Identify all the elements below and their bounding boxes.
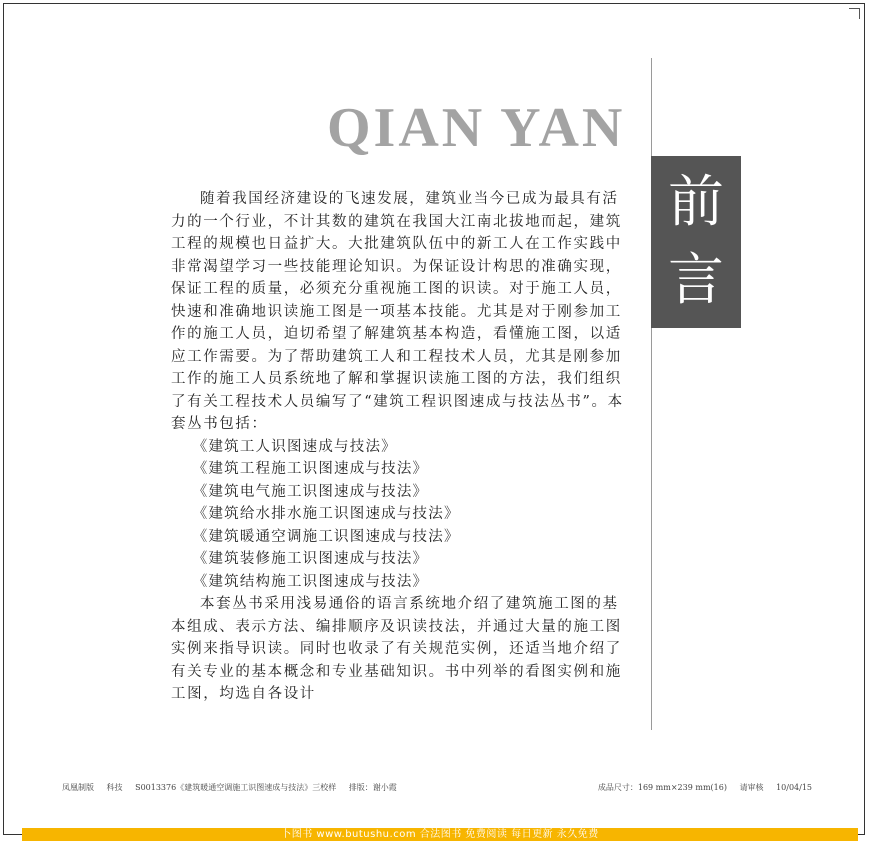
title-char-2: 言 (668, 248, 724, 313)
watermark-banner: 卜图书 www.butushu.com 合法图书 免费阅读 每日更新 永久免费 (22, 828, 858, 841)
book-title: 《建筑装修施工识图速成与技法》 (192, 551, 429, 567)
footer-left-item: 科技 (106, 783, 123, 792)
book-title: 《建筑给水排水施工识图速成与技法》 (192, 506, 460, 522)
footer-left-item: S0013376《建筑暖通空调施工识图速成与技法》三校样 (135, 783, 337, 792)
book-title: 《建筑电气施工识图速成与技法》 (192, 483, 429, 500)
footer-right (598, 782, 822, 793)
footer-left-item: 凤凰制版 (62, 783, 94, 792)
closing-paragraph: 本套丛书采用浅易通俗的语言系统地介绍了建筑施工图的基本组成、表示方法、编排顺序及识读技法，并通过大量的施工图实例来指导识读。同时也收录了有关规范实例，还适当地介绍了有关专业的基本概念和专业基础知识。书中列举的看图实例和施工图，均选自各设计 (171, 596, 622, 702)
intro-paragraph: 随着我国经济建设的飞速发展，建筑业当今已成为最具有活力的一个行业，不计其数的建筑在我国大江南北拔地而起，建筑工程的规模也日益扩大。大批建筑队伍中的新工人在工作实践中非常渴望学习一些技能理论知识。为保证设计构思的准确实现，保证工程的质量，必须充分重视施工图的识读。对于施工人员，快速和准确地识读施工图是一项基本技能。尤其是对于刚参加工作的施工人员，迫切希望了解建筑基本构造，看懂施工图，以适应工作需要。为了帮助建筑工人和工程技术人员，尤其是刚参加工作的施工人员系统地了解和掌握识读施工图的方法，我们组织了有关工程技术人员编写了“建筑工程识图速成与技法丛书”。本套丛书包括： (171, 191, 624, 432)
book-title: 《建筑工人识图速成与技法》 (192, 438, 397, 455)
title-block (651, 156, 741, 328)
book-title: 《建筑工程施工识图速成与技法》 (192, 461, 429, 477)
footer-left-item: 排版：谢小霞 (348, 783, 397, 792)
footer-right-item: 10/04/15 (776, 783, 812, 792)
title-char-1: 前 (668, 170, 724, 235)
footer-left (62, 782, 407, 793)
pinyin-heading: QIAN YAN (327, 97, 626, 159)
book-title: 《建筑结构施工识图速成与技法》 (192, 573, 429, 590)
footer-right-item: 请审核 (739, 783, 764, 792)
crop-mark (849, 8, 860, 19)
preface-body (171, 188, 633, 706)
book-title: 《建筑暖通空调施工识图速成与技法》 (192, 528, 460, 545)
footer-right-item: 成品尺寸：169 mm×239 mm(16) (597, 783, 727, 792)
